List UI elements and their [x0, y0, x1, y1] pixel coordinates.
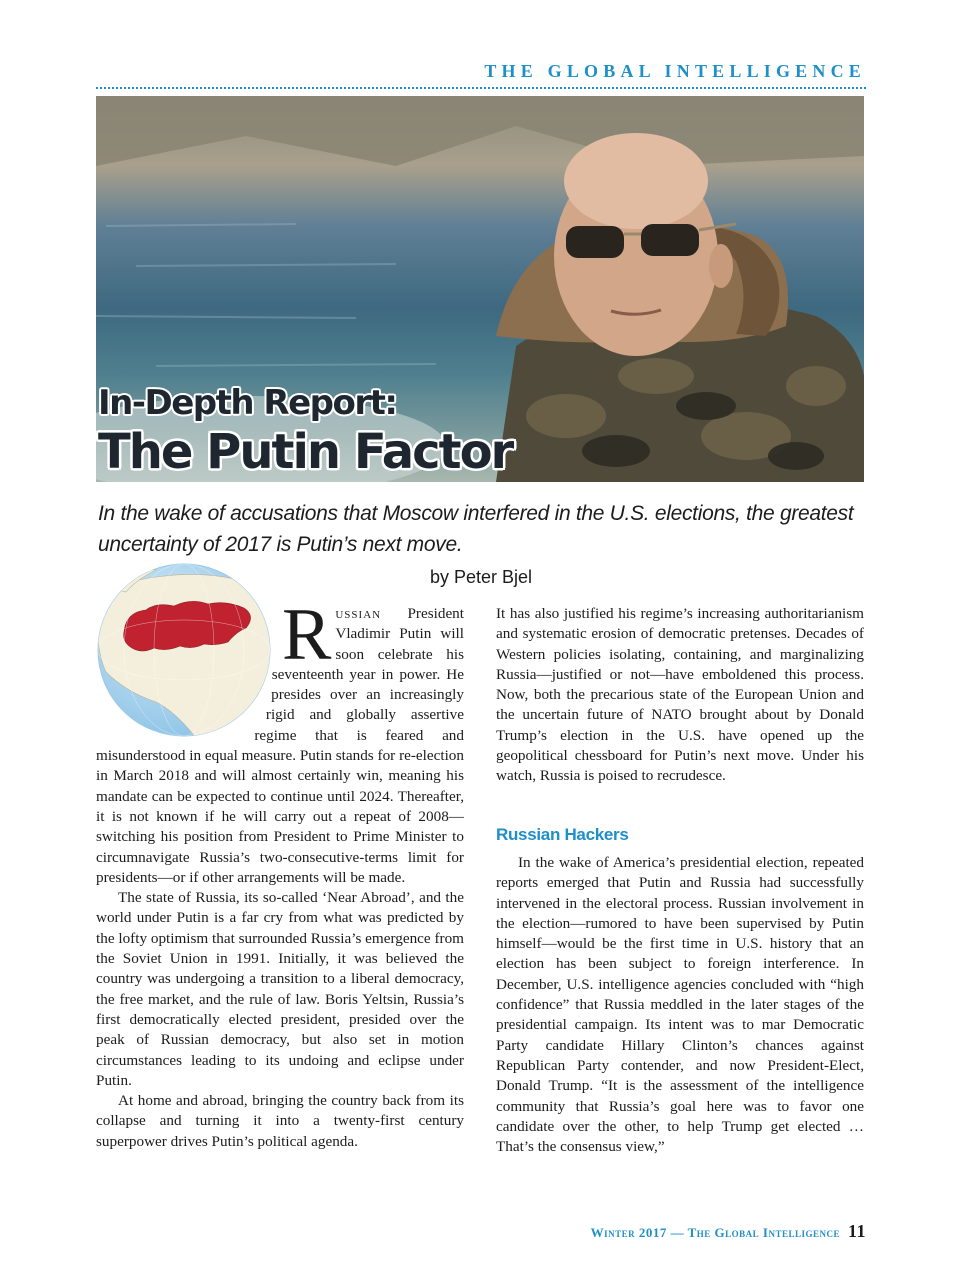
drop-cap: R	[282, 594, 332, 676]
page-number: 11	[847, 1221, 866, 1241]
right-column	[496, 604, 864, 1157]
title-block	[98, 382, 512, 480]
page-footer	[591, 1221, 866, 1242]
report-headline: The Putin Factor	[98, 424, 513, 480]
left-paragraph-1-text: President Vladimir Putin will soon celebrate his seventeenth year in power. He presides over an increasingly rigid and globally assertive regime that is feared and misunderstood in equal measure. Putin stands for re-election in March 2018 and will almost certainly win, meaning his mandate can be expected to continue until 2024. Thereafter, it is not known if he will carry out a repeat of 2008—switching his position from President to Prime Minister to circumnavigate Russia’s two-consecutive-terms limit for presidents—or if other arrangements will be made.	[96, 605, 464, 886]
section-subhead: Russian Hackers	[496, 824, 629, 844]
masthead: THE GLOBAL INTELLIGENCE	[96, 61, 866, 89]
left-paragraph-3: At home and abroad, bringing the country back from its collapse and turning it into a twenty-first century superpower drives Putin’s political agenda.	[96, 1092, 464, 1150]
report-kicker: In-Depth Report:	[98, 383, 397, 423]
left-paragraph-2: The state of Russia, its so-called ‘Near Abroad’, and the world under Putin is a far cry from what was predicted by the lofty optimism that surrounded Russia’s emergence from the Soviet Union in 1991. Initially, it was believed the country was undergoing a transition to a liberal democracy, the free market, and the rule of law. Boris Yeltsin, Russia’s first democratically elected president, presided over the peak of Russian democracy, but also set in motion circumstances leading to its undoing and eclipse under Putin.	[96, 889, 464, 1089]
globe-wrap-spacer	[96, 604, 282, 746]
right-paragraph-2: In the wake of America’s presidential election, repeated reports emerged that Putin and Russia had successfully intervened in the electoral process. Russian involvement in the election—rumored to have been supervised by Putin himself—would be the first time in U.S. history that an election has been subject to foreign interference. In December, U.S. intelligence agencies concluded with “high confidence” that Russia meddled in the later stages of the presidential campaign. Its intent was to mar Democratic Party candidate Hillary Clinton’s chances against Republican Party contender, and now President-Elect, Donald Trump. “It is the assessment of the intelligence community that Russia’s goal here was to favor one candidate over the other, to help Trump get elected … That’s the consensus view,”	[496, 853, 864, 1156]
lead-in-smallcaps: ussian	[335, 605, 382, 622]
byline: by Peter Bjel	[430, 567, 533, 587]
article-dek: In the wake of accusations that Moscow interfered in the U.S. elections, the greatest uncertainty of 2017 is Putin’s next move.	[98, 502, 854, 556]
right-paragraph-1: It has also justified his regime’s increasing authoritarianism and systematic erosion of democratic pretenses. Decades of Western policies isolating, containing, and marginalizing Russia—justified or not—have emboldened this process. Now, both the precarious state of the European Union and the uncertain future of NATO brought about by Donald Trump’s election in the U.S. have opened up the geopolitical chessboard for Putin’s next move. Under his watch, Russia is poised to recrudesce.	[496, 605, 864, 785]
footer-issue: Winter 2017 — The Global Intelligence	[590, 1225, 840, 1240]
left-column	[96, 594, 464, 1152]
